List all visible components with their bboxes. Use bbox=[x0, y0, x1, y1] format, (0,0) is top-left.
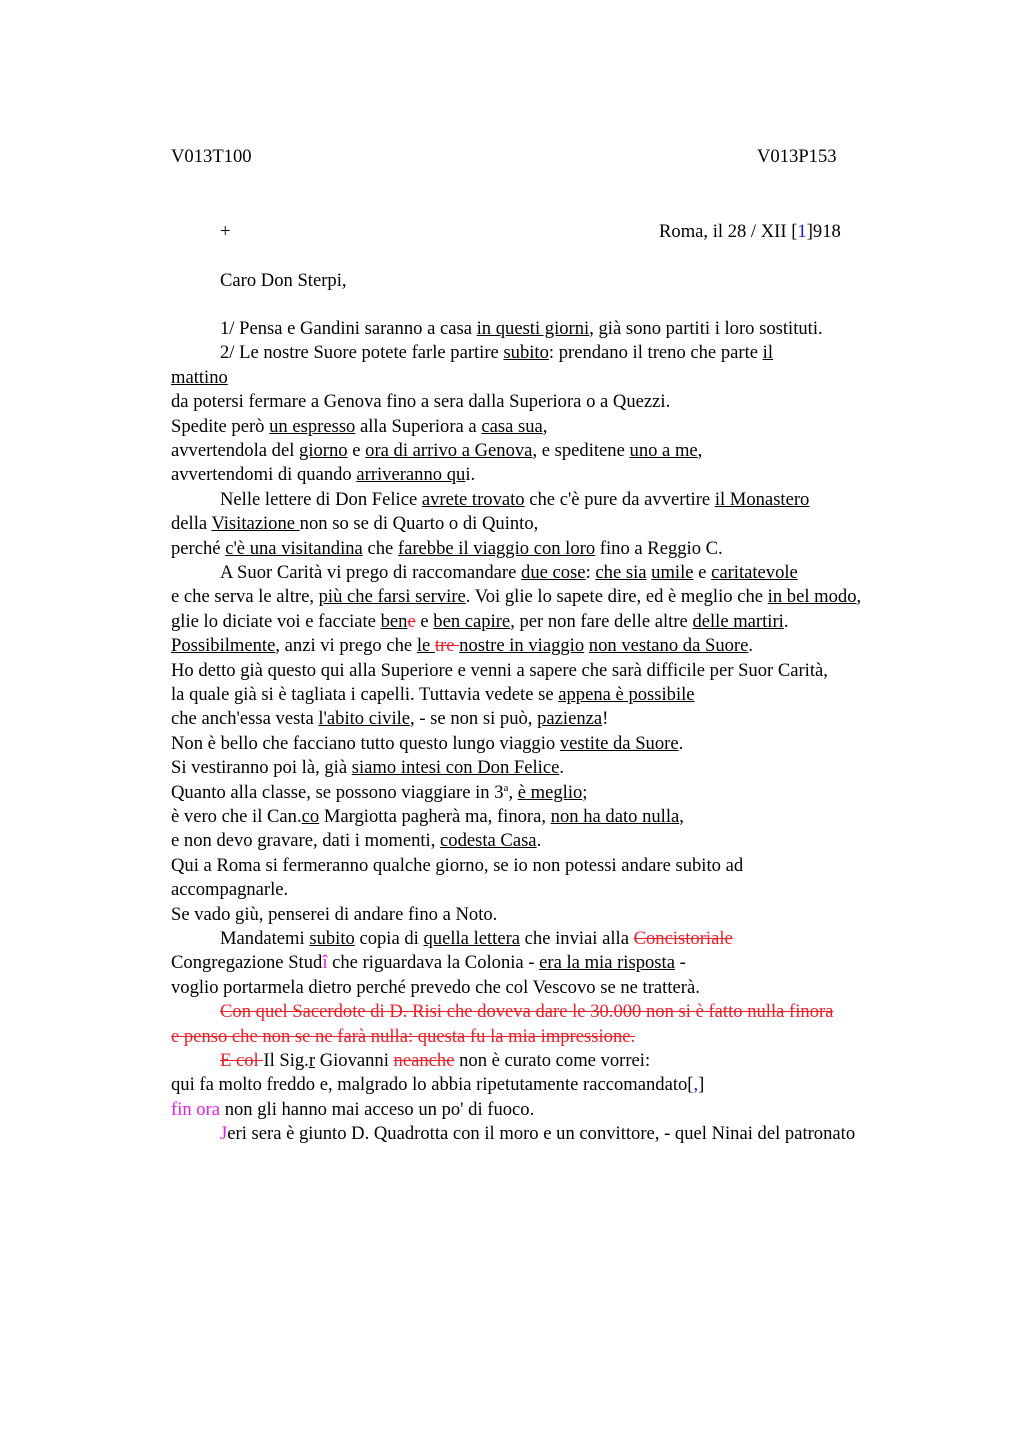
text-segment: , per non fare delle altre bbox=[510, 610, 693, 632]
text-segment: 2/ Le nostre Suore potete farle partire bbox=[220, 342, 504, 364]
underlined-text: avrete trovato bbox=[421, 488, 525, 510]
text-segment: Qui a Roma si fermeranno qualche giorno, se io non potessi andare subito ad bbox=[171, 854, 744, 876]
text-segment: non so se di Quarto o di Quinto, bbox=[299, 513, 539, 535]
text-line bbox=[220, 1049, 650, 1073]
text-segment: avvertendomi di quando bbox=[171, 464, 357, 486]
text-line bbox=[171, 854, 743, 878]
text-segment: non è curato come vorrei: bbox=[454, 1050, 651, 1071]
text-segment: a bbox=[503, 781, 509, 794]
text-segment: ! bbox=[602, 708, 609, 730]
underlined-text: Possibilmente bbox=[171, 635, 276, 657]
struck-text: e bbox=[407, 610, 416, 632]
text-segment: , - se non si può, bbox=[410, 708, 538, 730]
text-segment: Spedite però bbox=[171, 415, 270, 437]
underlined-text: pazienza bbox=[537, 708, 603, 730]
text-segment: : prendano il treno che parte bbox=[548, 342, 763, 364]
text-segment: Mandatemi bbox=[220, 928, 310, 949]
underlined-text: co bbox=[301, 806, 320, 827]
text-line bbox=[220, 317, 823, 341]
text-segment: che c'è pure da avvertire bbox=[524, 488, 715, 510]
struck-text: . bbox=[630, 1025, 636, 1047]
text-line bbox=[171, 537, 723, 561]
underlined-text: l'abito civile bbox=[318, 708, 411, 730]
text-segment: , bbox=[693, 1074, 699, 1096]
cross-mark: + bbox=[220, 221, 231, 242]
text-segment: copia di bbox=[354, 928, 424, 949]
text-line bbox=[171, 732, 683, 756]
underlined-text: il bbox=[762, 342, 773, 364]
underlined-text: ben bbox=[380, 610, 408, 632]
text-segment: fino a Reggio C. bbox=[595, 537, 723, 559]
text-segment: Se vado giù, penserei di andare fino a Noto. bbox=[171, 903, 498, 925]
text-segment: che riguardava la Colonia - bbox=[327, 952, 540, 974]
text-segment: , bbox=[856, 586, 862, 608]
text-segment: Margiotta pagherà ma, finora, bbox=[319, 806, 551, 827]
text-segment: che inviai alla bbox=[520, 928, 634, 949]
text-line bbox=[220, 927, 733, 951]
text-line bbox=[171, 390, 670, 414]
text-line bbox=[171, 634, 753, 658]
text-segment: e bbox=[415, 610, 434, 632]
underlined-text: caritatevole bbox=[711, 562, 798, 583]
underlined-text: non ha dato nulla bbox=[550, 806, 680, 827]
underlined-text: siamo intesi con Don Felice bbox=[351, 757, 560, 779]
text-segment: accompagnarle. bbox=[171, 879, 289, 901]
underlined-text: subito bbox=[309, 928, 355, 949]
underlined-text: casa sua bbox=[481, 415, 543, 437]
text-line bbox=[171, 976, 700, 1000]
document-code-left: V013T100 bbox=[171, 146, 252, 167]
underlined-text: un espresso bbox=[269, 415, 356, 437]
underlined-text: le bbox=[416, 635, 435, 657]
underlined-text: Visitazione bbox=[211, 513, 300, 535]
text-segment: ; bbox=[582, 781, 588, 803]
text-segment: eri sera è giunto D. Quadrotta con il moro e un convittore, - quel Ninai del patronato bbox=[227, 1123, 856, 1145]
text-segment: : bbox=[585, 562, 596, 583]
salutation: Caro Don Sterpi, bbox=[220, 270, 347, 291]
text-segment: Ho detto già questo qui alla Superiore e venni a sapere che sarà difficile per Suor Carità, bbox=[171, 659, 828, 681]
text-segment: Il Sig. bbox=[263, 1050, 309, 1071]
struck-text: e penso che non se ne farà nulla: questa fu la mia impressione bbox=[171, 1025, 631, 1047]
underlined-text: non vestano da Suore bbox=[588, 635, 749, 657]
text-segment: avvertendola del bbox=[171, 440, 300, 461]
text-segment: . bbox=[748, 635, 754, 657]
text-segment: che anch'essa vesta bbox=[171, 708, 319, 730]
underlined-text: il Monastero bbox=[714, 488, 810, 510]
underlined-text: che sia bbox=[595, 562, 647, 583]
underlined-text: appena è possibile bbox=[558, 684, 695, 705]
text-segment: 1/ Pensa e Gandini saranno a casa bbox=[220, 318, 477, 339]
text-line bbox=[171, 512, 538, 536]
text-line bbox=[171, 805, 684, 829]
text-segment: fin ora bbox=[171, 1098, 221, 1120]
date-editorial-insert: 1 bbox=[797, 221, 807, 242]
text-line bbox=[171, 610, 788, 634]
text-line bbox=[171, 1098, 534, 1122]
underlined-text: c'è una visitandina bbox=[225, 537, 363, 559]
struck-text: neanche bbox=[393, 1050, 455, 1071]
text-segment: Nelle lettere di Don Felice bbox=[220, 488, 422, 510]
text-segment: non gli hanno mai acceso un po' di fuoco. bbox=[220, 1098, 535, 1120]
text-segment: glie lo diciate voi e facciate bbox=[171, 610, 381, 632]
text-segment: Si vestiranno poi là, già bbox=[171, 757, 352, 779]
text-line bbox=[171, 659, 828, 683]
text-segment: voglio portarmela dietro perché prevedo che col Vescovo se ne tratterà. bbox=[171, 976, 700, 998]
text-segment: e che serva le altre, bbox=[171, 586, 319, 608]
text-segment: . bbox=[559, 757, 564, 779]
underlined-text: farebbe il viaggio con loro bbox=[397, 537, 596, 559]
letter-date bbox=[659, 221, 841, 243]
struck-text: tre bbox=[434, 635, 460, 657]
text-line bbox=[171, 829, 541, 853]
text-segment: Congregazione Stud bbox=[171, 952, 323, 974]
underlined-text: mattino bbox=[171, 366, 228, 388]
text-segment: Quanto alla classe, se possono viaggiare in 3 bbox=[171, 781, 504, 803]
text-segment: , già sono partiti i loro sostituti. bbox=[589, 318, 823, 339]
text-line bbox=[171, 756, 564, 780]
underlined-text: quella lettera bbox=[423, 928, 521, 949]
text-line bbox=[171, 366, 228, 390]
text-segment: , bbox=[679, 806, 684, 827]
struck-text: E col bbox=[220, 1050, 264, 1071]
underlined-text: uno a me bbox=[629, 440, 698, 461]
text-line bbox=[171, 878, 288, 902]
text-line bbox=[171, 707, 608, 731]
text-segment: è vero che il Can. bbox=[171, 806, 302, 827]
text-segment: Non è bello che facciano tutto questo lungo viaggio bbox=[171, 732, 560, 754]
text-line bbox=[171, 1073, 704, 1097]
text-segment: e bbox=[693, 562, 712, 583]
text-segment: . Voi glie lo sapete dire, ed è meglio che bbox=[465, 586, 768, 608]
text-segment: . bbox=[783, 610, 789, 632]
struck-text: Con quel Sacerdote di D. Risi che doveva dare le 30.000 non si è fatto nulla finora bbox=[220, 1001, 834, 1023]
text-segment: che bbox=[362, 537, 398, 559]
underlined-text: nostre in viaggio bbox=[459, 635, 585, 657]
text-line bbox=[171, 683, 695, 707]
underlined-text: arriveranno qu bbox=[356, 464, 466, 486]
text-segment: A Suor Carità vi prego di raccomandare bbox=[220, 562, 522, 583]
text-segment: perché bbox=[171, 537, 226, 559]
text-segment: ] bbox=[698, 1074, 705, 1096]
text-line bbox=[171, 415, 547, 439]
underlined-text: r bbox=[308, 1050, 316, 1071]
text-segment: J bbox=[220, 1123, 228, 1145]
text-segment: qui fa molto freddo e, malgrado lo abbia ripetutamente raccomandato[ bbox=[171, 1074, 694, 1096]
underlined-text: in questi giorni bbox=[476, 318, 590, 339]
struck-text: Concistoriale bbox=[633, 928, 733, 949]
text-line bbox=[171, 1025, 635, 1049]
underlined-text: delle martiri bbox=[692, 610, 784, 632]
text-segment: , bbox=[542, 415, 548, 437]
underlined-text: umile bbox=[651, 562, 694, 583]
text-segment: da potersi fermare a Genova fino a sera dalla Superiora o a Quezzi. bbox=[171, 391, 671, 413]
text-line bbox=[171, 585, 861, 609]
date-text-after: ]918 bbox=[806, 221, 841, 242]
underlined-text: vestite da Suore bbox=[559, 732, 679, 754]
underlined-text: ben capire bbox=[433, 610, 511, 632]
text-line bbox=[171, 439, 702, 463]
text-line bbox=[220, 1000, 833, 1024]
underlined-text: più che farsi servire bbox=[318, 586, 466, 608]
underlined-text: giorno bbox=[299, 440, 348, 461]
text-segment: , bbox=[697, 440, 703, 461]
text-segment: e bbox=[347, 440, 366, 461]
text-segment: . bbox=[678, 732, 684, 754]
text-line bbox=[220, 488, 809, 512]
underlined-text: in bel modo bbox=[767, 586, 857, 608]
underlined-text: subito bbox=[503, 342, 549, 364]
text-segment: . bbox=[536, 830, 542, 852]
text-segment: , bbox=[508, 781, 518, 803]
text-segment: della bbox=[171, 513, 212, 535]
document-code-right: V013P153 bbox=[757, 146, 837, 167]
text-line bbox=[171, 903, 497, 927]
underlined-text: due cose bbox=[521, 562, 586, 583]
text-segment: alla Superiora a bbox=[355, 415, 482, 437]
text-line bbox=[220, 1122, 855, 1146]
text-line bbox=[220, 341, 773, 365]
underlined-text: codesta Casa bbox=[440, 830, 537, 852]
text-segment: - bbox=[674, 952, 686, 974]
underlined-text: era la mia risposta bbox=[539, 952, 675, 974]
text-line bbox=[171, 781, 587, 805]
text-segment: î bbox=[322, 952, 328, 974]
text-line bbox=[171, 951, 686, 975]
underlined-text: è meglio bbox=[517, 781, 583, 803]
text-segment: la quale già si è tagliata i capelli. Tuttavia vedete se bbox=[171, 684, 559, 705]
text-segment: Giovanni bbox=[315, 1050, 394, 1071]
date-text-before: Roma, il 28 / XII [ bbox=[659, 221, 798, 242]
text-line bbox=[171, 463, 475, 487]
text-line bbox=[220, 561, 798, 585]
underlined-text: ora di arrivo a Genova bbox=[365, 440, 533, 461]
text-segment: i. bbox=[465, 464, 476, 486]
text-segment: , anzi vi prego che bbox=[275, 635, 417, 657]
text-segment: e non devo gravare, dati i momenti, bbox=[171, 830, 441, 852]
text-segment: , e speditene bbox=[532, 440, 630, 461]
